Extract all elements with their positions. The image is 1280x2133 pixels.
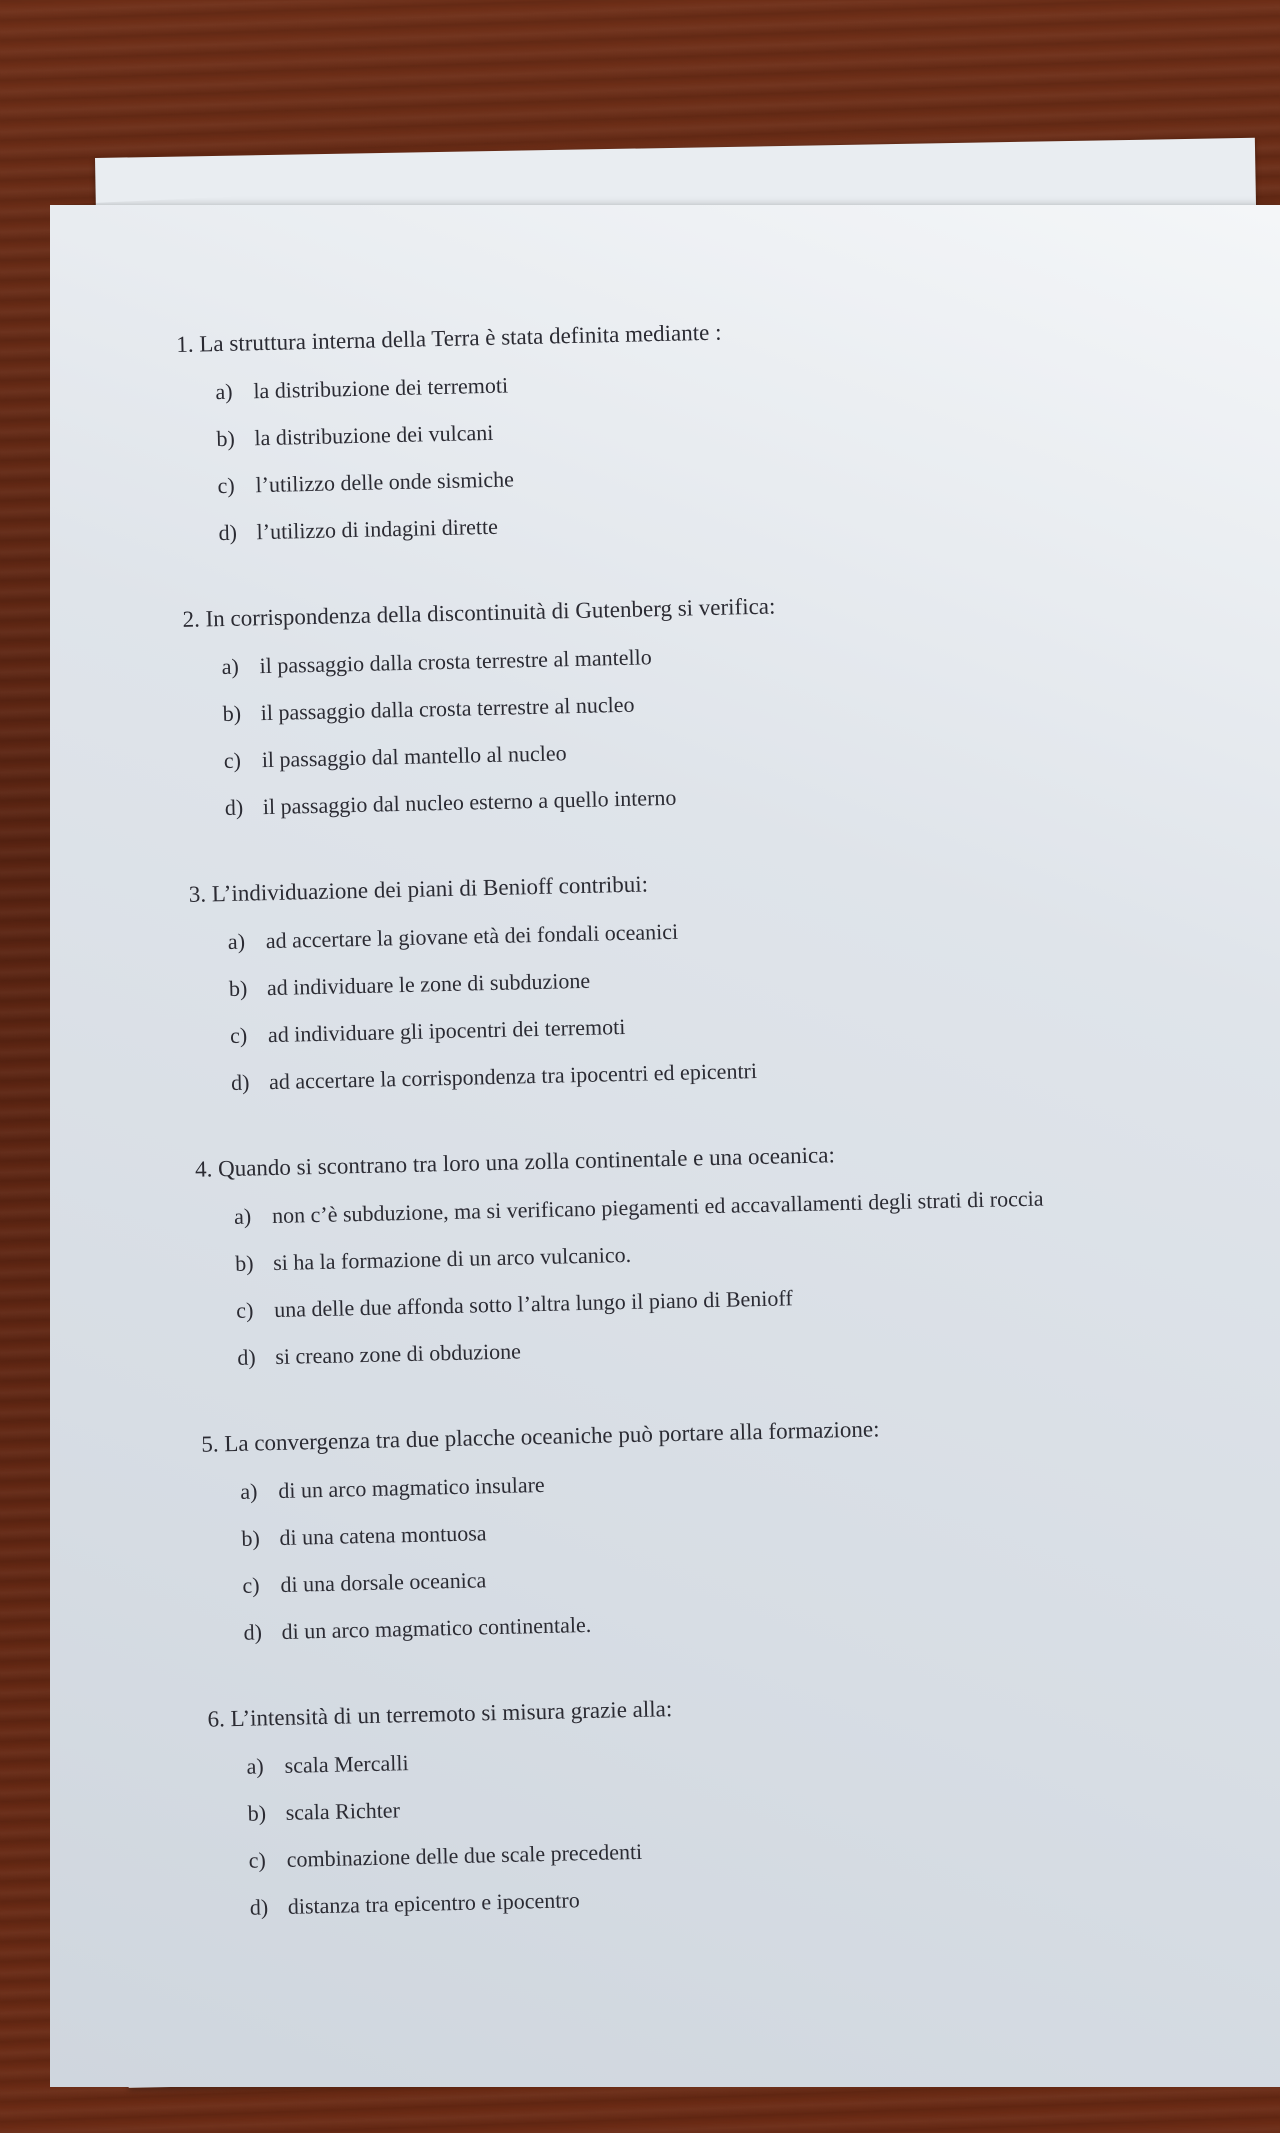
quiz-content	[176, 306, 1263, 1979]
option-text: il passaggio dal nucleo esterno a quello interno	[262, 784, 677, 820]
question-6	[207, 1681, 1262, 1924]
option-d	[243, 1595, 1255, 1648]
options-list	[246, 1729, 1262, 1923]
option-c	[230, 998, 1242, 1051]
option-text: la distribuzione dei terremoti	[253, 372, 509, 404]
option-a	[215, 354, 1227, 407]
option-text: l’utilizzo di indagini dirette	[256, 513, 499, 545]
option-c	[242, 1548, 1254, 1601]
option-letter: d)	[249, 1894, 269, 1920]
option-letter: a)	[240, 1478, 258, 1504]
option-d	[218, 495, 1230, 548]
option-letter: c)	[223, 747, 242, 774]
question-1	[176, 306, 1231, 549]
option-text: ad accertare la giovane età dei fondali oceanici	[265, 918, 679, 954]
option-letter: d)	[237, 1344, 256, 1370]
option-b	[247, 1776, 1259, 1829]
option-text: ad accertare la corrispondenza tra ipocentri ed epicentri	[268, 1058, 758, 1095]
option-text: non c’è subduzione, ma si verificano piegamenti ed accavallamenti degli strati di roccia	[271, 1185, 1044, 1229]
question-5	[201, 1406, 1256, 1649]
option-letter: a)	[221, 653, 240, 680]
option-text: la distribuzione dei vulcani	[254, 419, 494, 451]
option-c	[223, 723, 1235, 776]
question-text: 6. L’intensità di un terremoto si misura grazie alla:	[207, 1696, 673, 1732]
question-3	[188, 856, 1243, 1099]
option-letter: a)	[233, 1203, 252, 1229]
options-list	[221, 629, 1237, 823]
option-letter: c)	[217, 472, 235, 499]
option-letter: b)	[228, 975, 248, 1001]
option-text: di un arco magmatico insulare	[278, 1471, 545, 1503]
question-4	[195, 1131, 1250, 1374]
option-letter: c)	[248, 1847, 267, 1873]
option-a	[246, 1729, 1258, 1782]
options-list	[240, 1454, 1256, 1648]
option-c	[217, 448, 1229, 501]
option-letter: b)	[234, 1250, 254, 1276]
option-letter: d)	[243, 1619, 263, 1645]
option-letter: d)	[218, 519, 238, 546]
question-text: 5. La convergenza tra due placche oceaniche può portare alla formazione:	[201, 1416, 880, 1457]
option-letter: b)	[241, 1525, 261, 1551]
option-letter: d)	[224, 794, 244, 821]
option-a	[228, 904, 1240, 957]
option-d	[225, 770, 1237, 823]
option-letter: d)	[230, 1069, 250, 1095]
option-text: distanza tra epicentro e ipocentro	[287, 1887, 580, 1919]
option-a	[221, 629, 1233, 682]
option-letter: b)	[222, 700, 242, 727]
option-letter: b)	[216, 425, 236, 452]
option-text: combinazione delle due scale precedenti	[286, 1838, 643, 1872]
options-list	[228, 904, 1244, 1098]
option-text: ad individuare gli ipocentri dei terremoti	[267, 1013, 626, 1048]
option-text: scala Richter	[285, 1797, 401, 1825]
option-d	[231, 1045, 1243, 1098]
option-b	[241, 1501, 1253, 1554]
option-a	[240, 1454, 1252, 1507]
option-c	[248, 1823, 1260, 1876]
option-a	[234, 1179, 1246, 1232]
option-c	[236, 1273, 1248, 1326]
option-letter: b)	[247, 1800, 267, 1826]
option-text: scala Mercalli	[284, 1750, 409, 1778]
question-text: 1. La struttura interna della Terra è stata definita mediante :	[176, 319, 722, 357]
option-b	[216, 401, 1228, 454]
option-d	[249, 1870, 1261, 1923]
option-text: il passaggio dalla crosta terrestre al mantello	[259, 644, 653, 679]
option-b	[229, 951, 1241, 1004]
question-text: 3. L’individuazione dei piani di Benioff contribui:	[188, 871, 649, 907]
options-list	[215, 354, 1231, 548]
option-text: si ha la formazione di un arco vulcanico.	[272, 1241, 632, 1276]
question-text: 2. In corrispondenza della discontinuità di Gutenberg si verifica:	[182, 593, 776, 632]
option-text: ad individuare le zone di subduzione	[266, 967, 591, 1001]
option-letter: c)	[229, 1022, 248, 1048]
option-text: il passaggio dal mantello al nucleo	[261, 740, 567, 773]
option-letter: a)	[215, 378, 233, 405]
question-2	[182, 581, 1237, 824]
option-b	[235, 1226, 1247, 1279]
option-b	[222, 676, 1234, 729]
option-text: si creano zone di obduzione	[275, 1338, 522, 1370]
option-letter: a)	[227, 928, 246, 954]
options-list	[234, 1179, 1250, 1373]
option-text: di una dorsale oceanica	[280, 1567, 487, 1597]
option-text: l’utilizzo delle onde sismiche	[255, 466, 515, 498]
option-letter: a)	[246, 1753, 264, 1779]
option-letter: c)	[235, 1297, 254, 1323]
option-text: di un arco magmatico continentale.	[281, 1611, 592, 1644]
option-letter: c)	[242, 1572, 260, 1598]
option-text: una delle due affonda sotto l’altra lungo il piano di Benioff	[273, 1285, 793, 1323]
question-text: 4. Quando si scontrano tra loro una zolla continentale e una oceanica:	[194, 1142, 836, 1182]
option-d	[237, 1320, 1249, 1373]
option-text: il passaggio dalla crosta terrestre al nucleo	[260, 691, 635, 726]
option-text: di una catena montuosa	[279, 1520, 487, 1550]
